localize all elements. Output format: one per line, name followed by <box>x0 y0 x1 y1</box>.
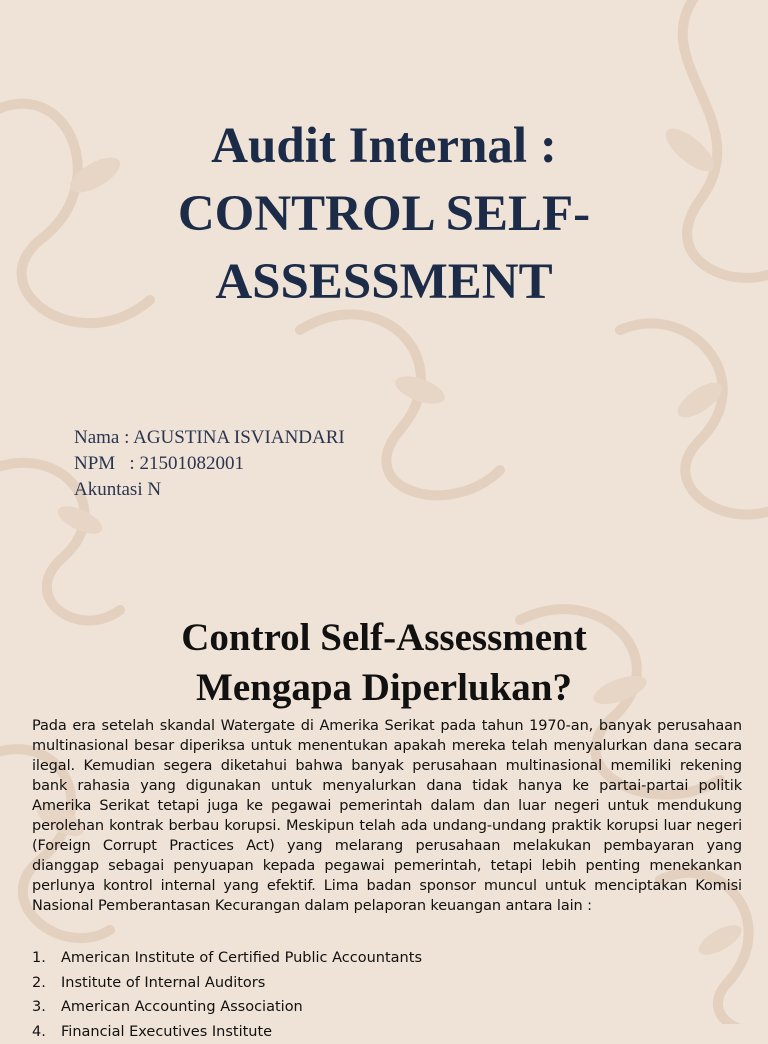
title-line: Audit Internal : <box>40 112 728 180</box>
title-line: Mengapa Diperlukan? <box>40 663 728 713</box>
list-item: 2. Institute of Internal Auditors <box>32 971 422 996</box>
title-line: ASSESSMENT <box>40 248 728 316</box>
slide-2-paragraph: Pada era setelah skandal Watergate di Amerika Serikat pada tahun 1970-an, banyak perusahaan multinasional besar diperiksa untuk menentukan apakah mereka telah menyalurkan dana secara ilegal. Kemudian segera diketahui bahwa banyak perusahaan multinasional memiliki rekening bank rahasia yang digunakan untuk menyalurkan dana tidak hanya ke partai-partai politik Amerika Serikat tetapi juga ke pegawai pemerintah dalam dan luar negeri untuk mendukung perolehan kontrak berbau korupsi. Meskipun telah ada undang-undang praktik korupsi luar negeri (Foreign Corrupt Practices Act) yang melarang perusahaan melakukan pembayaran yang dianggap sebagai penyuapan kepada pegawai pemerintah, tetapi lebih penting menekankan perlunya kontrol internal yang efektif. Lima badan sponsor muncul untuk menciptakan Komisi Nasional Pemberantasan Kecurangan dalam pelaporan keuangan antara lain : <box>32 716 742 916</box>
list-item: 3. American Accounting Association <box>32 995 422 1020</box>
slide-1-title <box>40 112 728 316</box>
author-name: Nama : AGUSTINA ISVIANDARI <box>74 425 345 451</box>
sponsor-list <box>32 946 422 1044</box>
slide-2-title <box>40 613 728 713</box>
list-item: 1. American Institute of Certified Public Accountants <box>32 946 422 971</box>
list-item: 4. Financial Executives Institute <box>32 1020 422 1044</box>
title-line: Control Self-Assessment <box>40 613 728 663</box>
author-npm: NPM : 21501082001 <box>74 451 345 477</box>
title-line: CONTROL SELF- <box>40 180 728 248</box>
author-info <box>74 425 345 503</box>
author-class: Akuntasi N <box>74 477 345 503</box>
